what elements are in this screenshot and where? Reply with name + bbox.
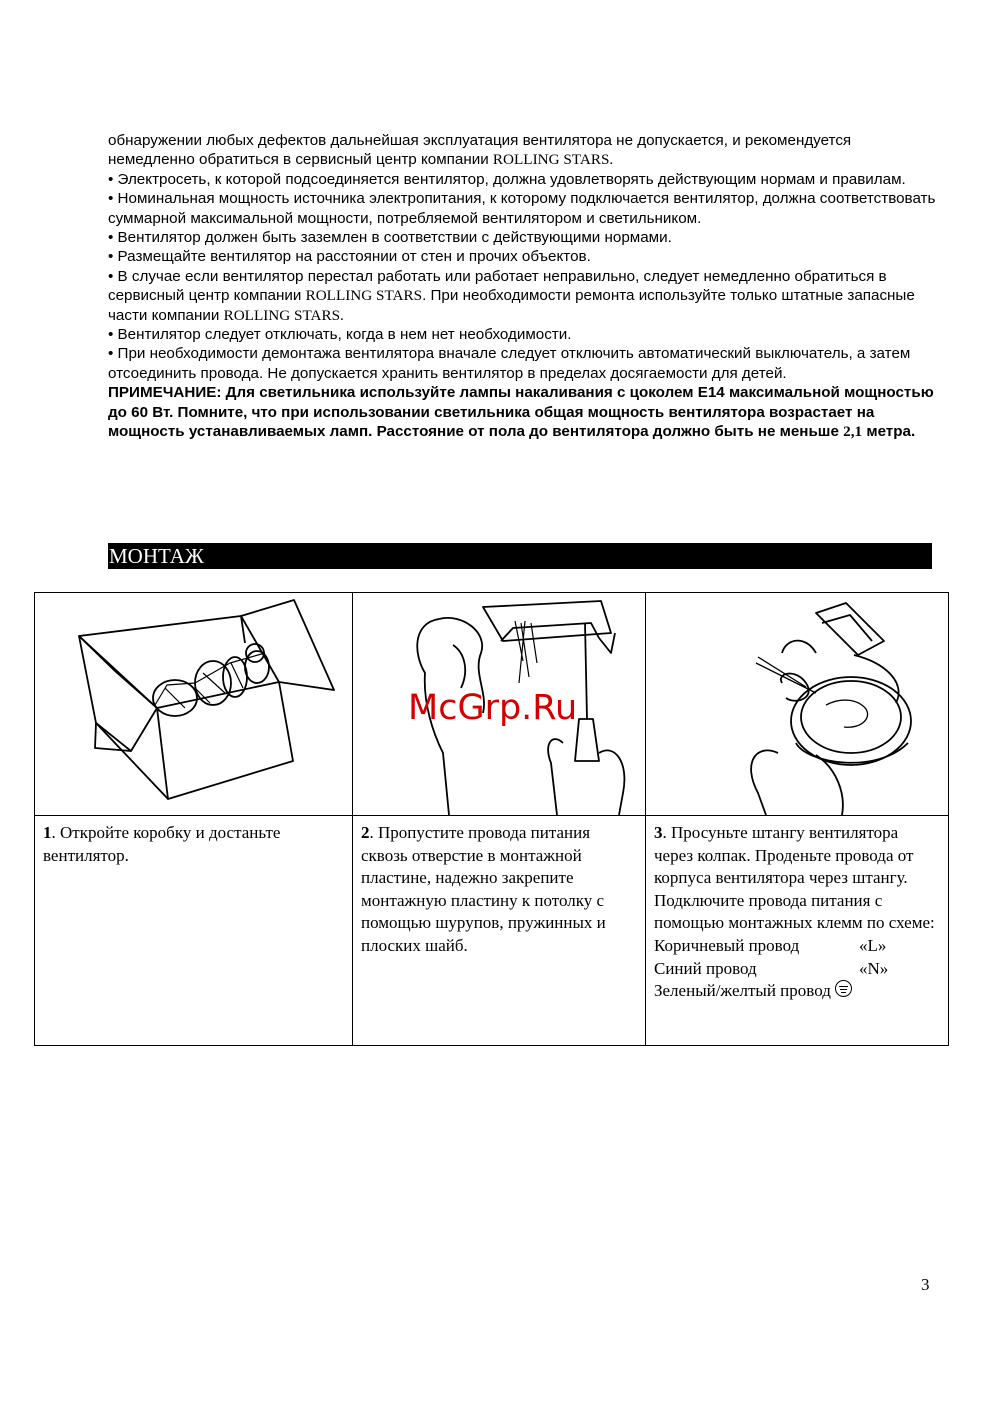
wire-row-blue: Синий провод «N» bbox=[654, 958, 889, 978]
page-number: 3 bbox=[921, 1275, 930, 1294]
step-3-illustration bbox=[646, 593, 949, 816]
ground-icon bbox=[835, 980, 852, 997]
step-1-illustration bbox=[35, 593, 353, 816]
step-number: 1 bbox=[43, 823, 52, 842]
safety-bullet: • Номинальная мощность источника электропитания, к которому подключается вентилятор, должна соответствовать суммарной максимальной мощности, потребляемой вентилятором и светильником. bbox=[108, 190, 936, 227]
safety-bullet: • При необходимости демонтажа вентилятора вначале следует отключить автоматический выключатель, а затем отсоединить провода. Не допускается хранить вентилятор в пределах досягаемости для детей. bbox=[108, 345, 911, 382]
brand-name: ROLLING STARS. bbox=[223, 306, 344, 324]
step-1-text: 1. Откройте коробку и достаньте вентилятор. bbox=[35, 816, 353, 1046]
installation-steps-table bbox=[34, 592, 949, 1046]
safety-bullet: • Электросеть, к которой подсоединяется вентилятор, должна удовлетворять действующим нормам и правилам. bbox=[108, 170, 906, 188]
section-header-bar bbox=[108, 543, 932, 569]
wire-row-brown: Коричневый провод «L» bbox=[654, 935, 887, 955]
note-paragraph: ПРИМЕЧАНИЕ: Для светильника используйте лампы накаливания с цоколем Е14 максимальной мощностью до 60 Вт. Помните, что при использовании светильника общая мощность вентилятора возрастает на мощность устанавливаемых ламп. Расстояние от пола до вентилятора должно быть не меньше 2,1 метра. bbox=[108, 384, 934, 441]
watermark: McGrp.Ru bbox=[408, 688, 578, 728]
section-title: МОНТАЖ bbox=[109, 544, 204, 568]
safety-bullet: • Размещайте вентилятор на расстоянии от стен и прочих объектов. bbox=[108, 248, 591, 266]
brand-name: ROLLING STARS bbox=[305, 287, 423, 305]
step-number: 3 bbox=[654, 823, 663, 842]
safety-bullet: • Вентилятор следует отключать, когда в нем нет необходимости. bbox=[108, 326, 572, 344]
wire-row-ground: Зеленый/желтый провод bbox=[654, 980, 940, 1003]
brand-name: ROLLING STARS. bbox=[492, 151, 614, 169]
step-number: 2 bbox=[361, 823, 370, 842]
step-3-text: 3. Просуньте штангу вентилятора через колпак. Проденьте провода от корпуса вентилятора через штангу. Подключите провода питания с помощью монтажных клемм по схеме: Коричневый провод «L» Синий провод «N» Зеленый/желтый провод bbox=[646, 816, 949, 1046]
safety-paragraph: обнаружении любых дефектов дальнейшая эксплуатация вентилятора не допускается, и рекомендуется немедленно обратиться в сервисный центр компании ROLLING STARS. bbox=[108, 132, 852, 169]
safety-instructions bbox=[108, 131, 938, 442]
step-2-text: 2. Пропустите провода питания сквозь отверстие в монтажной пластине, надежно закрепите монтажную пластину к потолку с помощью шурупов, пружинных и плоских шайб. bbox=[353, 816, 646, 1046]
safety-bullet: • В случае если вентилятор перестал работать или работает неправильно, следует немедленно обратиться в сервисный центр компании ROLLING STARS. При необходимости ремонта используйте только штатные запасные части компании ROLLING STARS. bbox=[108, 267, 915, 324]
safety-bullet: • Вентилятор должен быть заземлен в соответствии с действующими нормами. bbox=[108, 229, 672, 247]
open-box-drawing bbox=[35, 593, 353, 815]
wiring-connection-drawing bbox=[646, 593, 949, 815]
